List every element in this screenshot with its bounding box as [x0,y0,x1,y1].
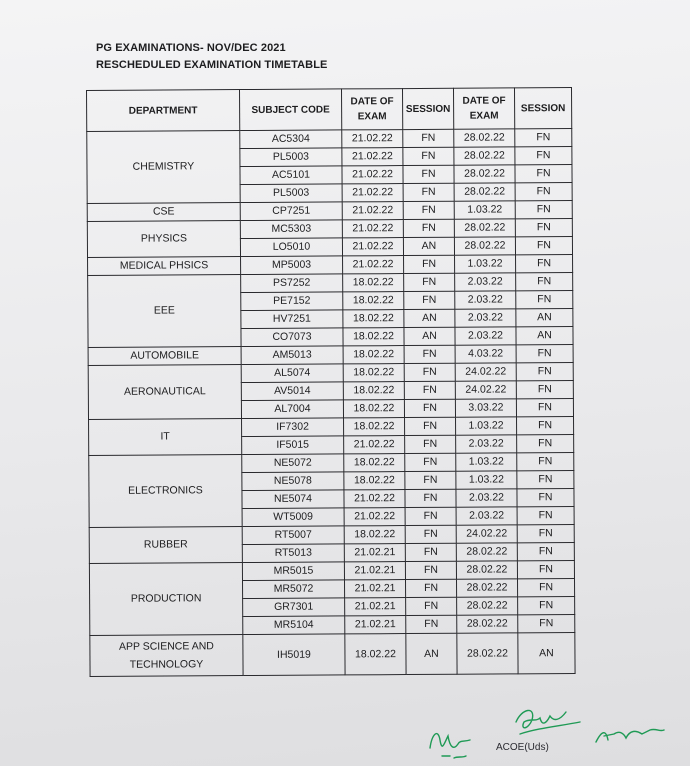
department-cell: CSE [87,203,240,222]
rescheduled-session-cell: FN [515,219,572,237]
session-cell: AN [403,237,454,255]
subject-code-cell: PL5003 [240,148,342,167]
subject-code-cell: AM5013 [241,346,343,365]
department-cell: EEE [88,275,241,348]
department-cell: PHYSICS [87,221,240,258]
rescheduled-date-cell: 28.02.22 [457,633,518,674]
session-cell: FN [403,183,454,201]
session-cell: FN [403,165,454,183]
subject-code-cell: WT5009 [242,508,344,527]
session-cell: FN [403,201,454,219]
rescheduled-session-cell: FN [516,273,573,291]
rescheduled-session-cell: FN [517,435,574,453]
department-cell: CHEMISTRY [87,131,240,204]
rescheduled-session-cell: FN [515,165,572,183]
session-cell: AN [406,633,457,674]
exam-date-cell: 18.02.22 [344,418,405,436]
session-cell: FN [405,543,456,561]
subject-code-cell: RT5007 [242,526,344,545]
subject-code-cell: NE5074 [242,490,344,509]
exam-date-cell: 18.02.22 [343,346,404,364]
session-cell: FN [404,273,455,291]
exam-date-cell: 21.02.21 [345,616,406,634]
rescheduled-session-cell: FN [517,453,574,471]
rescheduled-session-cell: FN [516,291,573,309]
session-cell: FN [404,291,455,309]
rescheduled-date-cell: 1.03.22 [456,471,517,489]
rescheduled-date-cell: 28.02.22 [457,615,518,633]
rescheduled-date-cell: 2.03.22 [455,273,516,291]
rescheduled-date-cell: 2.03.22 [456,489,517,507]
exam-date-cell: 21.02.21 [345,598,406,616]
exam-date-cell: 21.02.21 [344,580,405,598]
rescheduled-date-cell: 2.03.22 [455,309,516,327]
exam-date-cell: 21.02.21 [344,544,405,562]
rescheduled-session-cell: FN [518,615,575,633]
rescheduled-date-cell: 28.02.22 [456,543,517,561]
rescheduled-date-cell: 28.02.22 [454,165,515,183]
timetable-title: RESCHEDULED EXAMINATION TIMETABLE [96,59,328,71]
session-cell: FN [405,453,456,471]
exam-date-cell: 21.02.22 [342,220,403,238]
session-cell: FN [404,363,455,381]
table-row [88,363,573,384]
subject-code-cell: AC5304 [240,130,342,149]
exam-date-cell: 18.02.22 [343,292,404,310]
session-cell: FN [405,561,456,579]
subject-code-cell: MR5104 [243,616,345,635]
rescheduled-session-cell: FN [515,237,572,255]
session-cell: FN [403,129,454,147]
rescheduled-date-cell: 28.02.22 [454,147,515,165]
subject-code-cell: MP5003 [241,256,343,275]
session-cell: FN [405,507,456,525]
rescheduled-session-cell: AN [516,309,573,327]
rescheduled-session-cell: FN [517,525,574,543]
rescheduled-date-cell: 1.03.22 [456,417,517,435]
session-cell: FN [405,417,456,435]
exam-date-cell: 21.02.22 [342,166,403,184]
table-row [88,273,573,294]
exam-date-cell: 21.02.22 [342,184,403,202]
rescheduled-date-cell: 24.02.22 [456,525,517,543]
timetable [86,87,576,677]
subject-code-cell: MR5015 [242,562,344,581]
session-cell: FN [403,147,454,165]
timetable-body [87,129,575,677]
session-cell: FN [405,471,456,489]
rescheduled-session-cell: FN [517,471,574,489]
session-cell: FN [405,579,456,597]
rescheduled-date-cell: 24.02.22 [455,363,516,381]
table-row [89,417,574,438]
subject-code-cell: LO5010 [240,238,342,257]
table-row [87,219,572,240]
rescheduled-session-cell: FN [515,201,572,219]
department-cell: RUBBER [89,527,242,564]
session-cell: FN [405,525,456,543]
subject-code-cell: CO7073 [241,328,343,347]
rescheduled-session-cell: FN [516,399,573,417]
rescheduled-date-cell: 28.02.22 [454,219,515,237]
rescheduled-date-cell: 1.03.22 [454,201,515,219]
exam-date-cell: 18.02.22 [343,274,404,292]
session-cell: FN [403,219,454,237]
subject-code-cell: NE5078 [242,472,344,491]
subject-code-cell: MC5303 [240,220,342,239]
rescheduled-session-cell: FN [515,183,572,201]
exam-date-cell: 18.02.22 [343,364,404,382]
exam-date-cell: 21.02.22 [342,148,403,166]
rescheduled-session-cell: AN [516,327,573,345]
subject-code-cell: IF7302 [242,418,344,437]
exam-date-cell: 21.02.22 [342,202,403,220]
rescheduled-session-cell: FN [517,561,574,579]
exam-date-cell: 18.02.22 [344,472,405,490]
subject-code-cell: NE5072 [242,454,344,473]
department-cell: PRODUCTION [89,563,242,636]
subject-code-cell: HV7251 [241,310,343,329]
subject-code-cell: CP7251 [240,202,342,221]
table-row [89,525,574,546]
col-rescheduled-session: SESSION [514,88,571,129]
table-row [90,633,575,677]
rescheduled-session-cell: FN [517,543,574,561]
subject-code-cell: PS7252 [241,274,343,293]
exam-date-cell: 18.02.22 [343,400,404,418]
subject-code-cell: AC5101 [240,166,342,185]
exam-date-cell: 21.02.22 [342,130,403,148]
department-cell: AUTOMOBILE [88,347,241,366]
rescheduled-session-cell: FN [517,507,574,525]
subject-code-cell: RT5013 [242,544,344,563]
col-date-of-exam: DATE OF EXAM [341,89,402,130]
table-row [88,345,573,366]
rescheduled-session-cell: FN [516,345,573,363]
exam-date-cell: 18.02.22 [343,310,404,328]
exam-date-cell: 21.02.22 [344,490,405,508]
rescheduled-session-cell: FN [516,363,573,381]
session-cell: FN [405,489,456,507]
exam-date-cell: 21.02.22 [343,256,404,274]
rescheduled-date-cell: 3.03.22 [455,399,516,417]
rescheduled-date-cell: 24.02.22 [455,381,516,399]
rescheduled-date-cell: 2.03.22 [456,507,517,525]
col-rescheduled-date: DATE OF EXAM [453,88,514,129]
exam-date-cell: 21.02.22 [344,436,405,454]
table-row [89,561,574,582]
rescheduled-session-cell: FN [517,579,574,597]
rescheduled-session-cell: FN [518,597,575,615]
rescheduled-date-cell: 28.02.22 [456,561,517,579]
session-cell: AN [404,327,455,345]
session-cell: AN [404,309,455,327]
rescheduled-session-cell: FN [516,381,573,399]
department-cell: ELECTRONICS [89,455,242,528]
department-cell: IT [89,419,242,456]
subject-code-cell: AL7004 [241,400,343,419]
subject-code-cell: MR5072 [242,580,344,599]
acoe-label: ACOE(Uds) [496,742,549,753]
exam-date-cell: 21.02.21 [344,562,405,580]
subject-code-cell: IH5019 [243,634,345,676]
subject-code-cell: PE7152 [241,292,343,311]
rescheduled-date-cell: 2.03.22 [455,291,516,309]
subject-code-cell: GR7301 [243,598,345,617]
col-department: DEPARTMENT [87,90,240,132]
exam-date-cell: 18.02.22 [344,526,405,544]
session-cell: FN [404,399,455,417]
table-row [87,201,572,222]
rescheduled-date-cell: 28.02.22 [456,579,517,597]
col-subject-code: SUBJECT CODE [240,89,342,131]
rescheduled-date-cell: 4.03.22 [455,345,516,363]
exam-date-cell: 21.02.22 [342,238,403,256]
rescheduled-date-cell: 28.02.22 [454,183,515,201]
rescheduled-date-cell: 2.03.22 [456,435,517,453]
session-cell: FN [406,615,457,633]
exam-title: PG EXAMINATIONS- NOV/DEC 2021 [96,42,286,54]
document-heading [96,40,327,74]
table-row [87,129,572,150]
rescheduled-date-cell: 1.03.22 [456,453,517,471]
session-cell: FN [404,255,455,273]
rescheduled-date-cell: 28.02.22 [457,597,518,615]
exam-date-cell: 18.02.22 [345,634,406,675]
rescheduled-session-cell: AN [518,633,575,674]
rescheduled-date-cell: 28.02.22 [454,237,515,255]
exam-date-cell: 18.02.22 [344,454,405,472]
subject-code-cell: AL5074 [241,364,343,383]
rescheduled-session-cell: FN [516,255,573,273]
col-session: SESSION [402,88,453,129]
signature-stamp [420,700,690,766]
table-row [88,255,573,276]
rescheduled-date-cell: 2.03.22 [455,327,516,345]
session-cell: FN [404,345,455,363]
session-cell: FN [404,381,455,399]
rescheduled-session-cell: FN [515,129,572,147]
rescheduled-session-cell: FN [515,147,572,165]
rescheduled-session-cell: FN [517,417,574,435]
subject-code-cell: PL5003 [240,184,342,203]
session-cell: FN [405,435,456,453]
rescheduled-date-cell: 1.03.22 [455,255,516,273]
department-cell: AERONAUTICAL [88,365,241,420]
table-row [89,453,574,474]
exam-date-cell: 21.02.22 [344,508,405,526]
department-cell: APP SCIENCE AND TECHNOLOGY [90,635,243,677]
exam-date-cell: 18.02.22 [343,328,404,346]
session-cell: FN [406,597,457,615]
exam-date-cell: 18.02.22 [343,382,404,400]
department-cell: MEDICAL PHSICS [88,257,241,276]
rescheduled-date-cell: 28.02.22 [454,129,515,147]
rescheduled-session-cell: FN [517,489,574,507]
table-header-row [87,88,572,132]
subject-code-cell: AV5014 [241,382,343,401]
subject-code-cell: IF5015 [242,436,344,455]
